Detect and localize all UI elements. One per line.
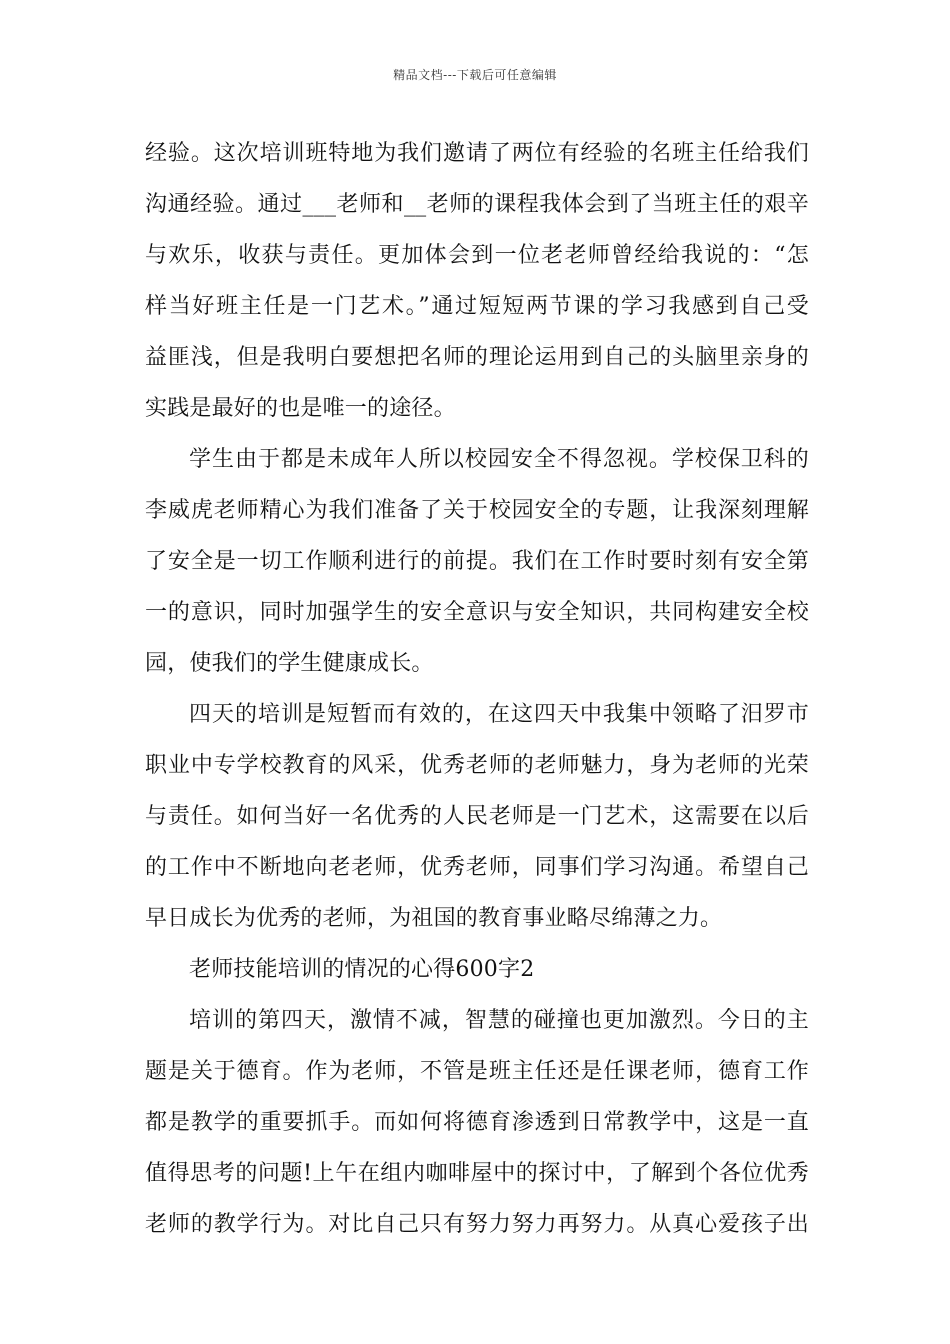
paragraph-line: 早日成长为优秀的老师，为祖国的教育事业略尽绵薄之力。 (145, 906, 723, 931)
paragraph-line: 都是教学的重要抓手。而如何将德育渗透到日常教学中，这是一直 (145, 1110, 809, 1135)
paragraph-line: 园，使我们的学生健康成长。 (145, 651, 434, 676)
document-body (145, 128, 809, 1250)
paragraph-line: 学生由于都是未成年人所以校园安全不得忽视。学校保卫科的 (189, 447, 809, 472)
paragraph-line: 益匪浅，但是我明白要想把名师的理论运用到自己的头脑里亲身的 (145, 345, 809, 370)
paragraph-line: 实践是最好的也是唯一的途径。 (145, 396, 456, 421)
paragraph-line: 与欢乐，收获与责任。更加体会到一位老老师曾经给我说的：“怎 (145, 243, 809, 268)
paragraph-line: 题是关于德育。作为老师，不管是班主任还是任课老师，德育工作 (145, 1059, 809, 1084)
paragraph-line: 经验。这次培训班特地为我们邀请了两位有经验的名班主任给我们 (145, 141, 809, 166)
paragraph-line: 样当好班主任是一门艺术。”通过短短两节课的学习我感到自己受 (145, 294, 809, 319)
paragraph-line: 培训的第四天，激情不减，智慧的碰撞也更加激烈。今日的主 (189, 1008, 809, 1033)
paragraph-line: 职业中专学校教育的风采，优秀老师的老师魅力，身为老师的光荣 (145, 753, 809, 778)
paragraph-line: 一的意识，同时加强学生的安全意识与安全知识，共同构建安全校 (145, 600, 809, 625)
paragraph-line: 李威虎老师精心为我们准备了关于校园安全的专题，让我深刻理解 (145, 498, 809, 523)
paragraph-line: 的工作中不断地向老老师，优秀老师，同事们学习沟通。希望自己 (145, 855, 809, 880)
page-header: 精品文档---下载后可任意编辑 (393, 68, 557, 82)
paragraph-line: 四天的培训是短暂而有效的，在这四天中我集中领略了汨罗市 (189, 702, 809, 727)
section-title: 老师技能培训的情况的心得600字2 (189, 957, 535, 982)
paragraph-line: 老师的教学行为。对比自己只有努力努力再努力。从真心爱孩子出 (145, 1212, 809, 1237)
paragraph-line: 与责任。如何当好一名优秀的人民老师是一门艺术，这需要在以后 (145, 804, 809, 829)
paragraph-line: 值得思考的问题!上午在组内咖啡屋中的探讨中，了解到个各位优秀 (145, 1161, 809, 1186)
paragraph-line: 了安全是一切工作顺利进行的前提。我们在工作时要时刻有安全第 (145, 549, 809, 574)
paragraph-line: 沟通经验。通过___老师和__老师的课程我体会到了当班主任的艰辛 (145, 192, 809, 217)
